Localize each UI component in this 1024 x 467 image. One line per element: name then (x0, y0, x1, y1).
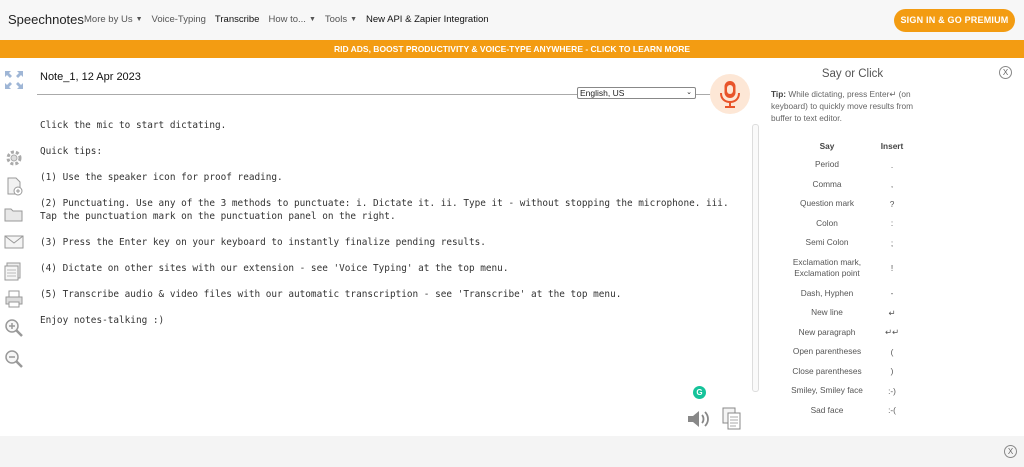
dictation-tip (771, 88, 931, 124)
print-icon[interactable] (4, 289, 24, 309)
punctuation-row-dash[interactable]: Dash, Hyphen - (800, 287, 894, 299)
punctuation-row-exclamation[interactable]: Exclamation mark, Exclamation point ! (792, 257, 894, 278)
close-icon[interactable]: X (1004, 445, 1017, 458)
editor-paragraph: (4) Dictate on other sites with our extension - see 'Voice Typing' at the top menu. (40, 263, 509, 274)
new-note-icon[interactable] (4, 176, 24, 196)
punctuation-row-new-paragraph[interactable]: New paragraph ↵↵ (798, 326, 899, 338)
punctuation-row-new-line[interactable]: New line ↵ (811, 307, 896, 318)
say-or-click-title: Say or Click (821, 68, 884, 80)
editor-paragraph: (3) Press the Enter key on your keyboard to instantly finalize pending results. (40, 237, 486, 248)
fullscreen-icon[interactable] (4, 70, 24, 90)
punctuation-row-open-parentheses[interactable]: Open parentheses ( (792, 346, 894, 357)
language-select[interactable] (577, 87, 696, 99)
punctuation-row-sad-face[interactable]: Sad face :-( (810, 404, 896, 416)
chevron-down-icon: ▼ (135, 16, 143, 23)
punctuation-row-period[interactable]: Period . (815, 159, 894, 170)
chevron-down-icon: ▼ (308, 16, 316, 23)
nav-more-by-us[interactable]: More by Us ▼ (84, 14, 143, 25)
punctuation-row-close-parentheses[interactable]: Close parentheses ) (792, 365, 894, 377)
microphone-button[interactable] (710, 74, 750, 114)
zoom-out-icon[interactable] (4, 349, 24, 369)
promo-banner[interactable]: RID ADS, BOOST PRODUCTIVITY & VOICE-TYPE ANYWHERE - CLICK TO LEARN MORE (0, 40, 1024, 58)
settings-icon[interactable] (4, 148, 24, 168)
punctuation-row-semi-colon[interactable]: Semi Colon ; (805, 237, 894, 248)
email-icon[interactable] (4, 232, 24, 252)
nav-transcribe[interactable]: Transcribe (214, 14, 260, 25)
close-icon[interactable]: X (999, 66, 1012, 79)
editor-scrollbar[interactable] (752, 124, 759, 392)
editor-paragraph: Enjoy notes-talking :) (40, 315, 165, 326)
editor-paragraph: (1) Use the speaker icon for proof reading. (40, 172, 283, 183)
editor-paragraph: (5) Transcribe audio & video files with our automatic transcription - see 'Transcribe' at the top menu. (40, 289, 622, 300)
zoom-in-icon[interactable] (4, 318, 24, 338)
note-title[interactable]: Note_1, 12 Apr 2023 (40, 71, 141, 83)
sign-in-premium-button[interactable]: SIGN IN & GO PREMIUM (894, 9, 1015, 32)
punctuation-table (788, 141, 918, 420)
microphone-icon (710, 74, 750, 114)
nav-voice-typing[interactable]: Voice-Typing (151, 14, 206, 25)
punctuation-row-question-mark[interactable]: Question mark ? (800, 198, 895, 209)
editor-paragraph: (2) Punctuating. Use any of the 3 methods to punctuate: i. Dictate it. ii. Type it - without stopping the microphone. iii. Tap the punctuation mark on the punctuation panel on the right. (40, 198, 735, 222)
tip-label: Tip: (771, 89, 787, 99)
editor-paragraph: Quick tips: (40, 146, 103, 157)
left-toolbar (0, 58, 30, 436)
documents-icon[interactable] (4, 261, 24, 281)
copy-icon[interactable] (722, 407, 742, 436)
language-selected-value: English, US (580, 88, 625, 98)
top-navigation-bar (0, 0, 1024, 40)
bottom-ad-bar (0, 436, 1024, 467)
column-insert-header: Insert (880, 141, 904, 151)
editor-paragraph: Click the mic to start dictating. (40, 120, 227, 131)
main-nav (84, 14, 498, 25)
nav-tools[interactable]: Tools ▼ (324, 14, 358, 25)
punctuation-row-smiley[interactable]: Smiley, Smiley face :-) (791, 385, 896, 396)
open-folder-icon[interactable] (4, 204, 24, 224)
brand-logo[interactable]: Speechnotes (8, 12, 84, 27)
punctuation-row-comma[interactable]: Comma , (812, 178, 894, 190)
chevron-down-icon: ▼ (350, 16, 358, 23)
column-say-header: Say (819, 141, 835, 151)
nav-how-to[interactable]: How to... ▼ (268, 14, 316, 25)
chevron-down-icon: ⌄ (686, 89, 692, 96)
tip-text: While dictating, press Enter↵ (on keyboard) to quickly move results from buffer to text editor. (771, 89, 914, 123)
punctuation-table-header (788, 141, 918, 155)
grammarly-icon[interactable]: G (693, 386, 706, 399)
punctuation-row-colon[interactable]: Colon : (816, 217, 894, 229)
nav-api-zapier[interactable]: New API & Zapier Integration (366, 14, 489, 25)
note-editor[interactable] (40, 119, 740, 340)
speaker-icon[interactable] (686, 408, 712, 435)
